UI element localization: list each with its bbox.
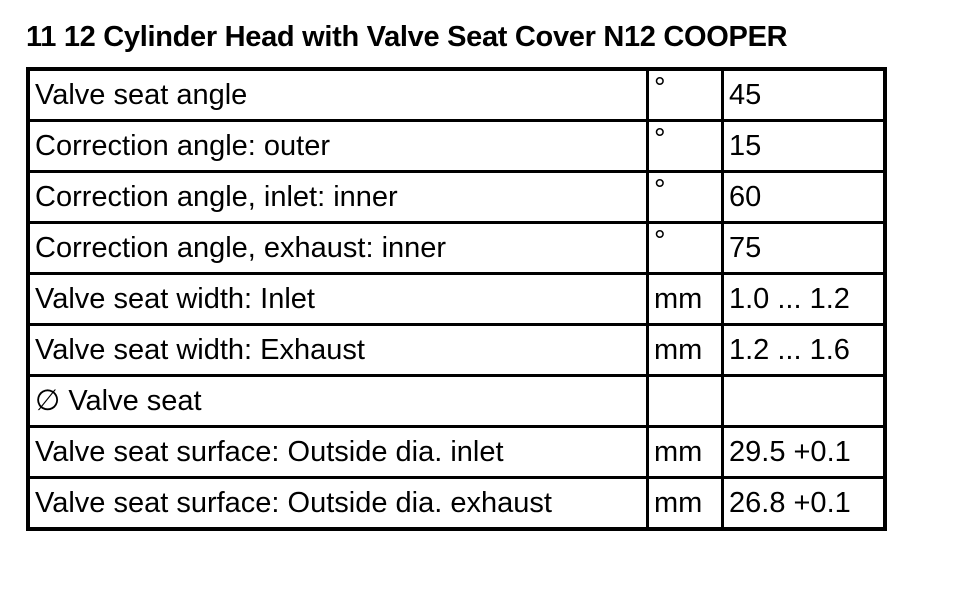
- row-unit: [648, 376, 723, 427]
- table-row: [28, 223, 885, 274]
- table-row: [28, 427, 885, 478]
- page-title: 11 12 Cylinder Head with Valve Seat Cover N12 COOPER: [26, 21, 788, 53]
- row-unit: °: [648, 69, 723, 121]
- row-unit: mm: [648, 325, 723, 376]
- row-value: [723, 376, 886, 427]
- row-unit: mm: [648, 274, 723, 325]
- row-value: 60: [723, 172, 886, 223]
- row-unit: °: [648, 121, 723, 172]
- row-description: Valve seat width: Inlet: [28, 274, 648, 325]
- table-row: [28, 274, 885, 325]
- row-description: Correction angle, inlet: inner: [28, 172, 648, 223]
- row-unit: mm: [648, 427, 723, 478]
- table-row: [28, 376, 885, 427]
- row-value: 75: [723, 223, 886, 274]
- row-value: 1.2 ... 1.6: [723, 325, 886, 376]
- table-row: [28, 69, 885, 121]
- row-value: 45: [723, 69, 886, 121]
- row-unit: °: [648, 172, 723, 223]
- table-row: [28, 478, 885, 530]
- row-description: Correction angle, exhaust: inner: [28, 223, 648, 274]
- table-row: [28, 172, 885, 223]
- row-description: Valve seat surface: Outside dia. exhaust: [28, 478, 648, 530]
- table-row: [28, 121, 885, 172]
- row-unit: °: [648, 223, 723, 274]
- row-description: Correction angle: outer: [28, 121, 648, 172]
- row-value: 29.5 +0.1: [723, 427, 886, 478]
- row-description: Valve seat angle: [28, 69, 648, 121]
- row-description: Valve seat surface: Outside dia. inlet: [28, 427, 648, 478]
- row-description: ∅ Valve seat: [28, 376, 648, 427]
- table-row: [28, 325, 885, 376]
- row-value: 26.8 +0.1: [723, 478, 886, 530]
- spec-table: [26, 67, 887, 531]
- row-description: Valve seat width: Exhaust: [28, 325, 648, 376]
- row-unit: mm: [648, 478, 723, 530]
- row-value: 1.0 ... 1.2: [723, 274, 886, 325]
- row-value: 15: [723, 121, 886, 172]
